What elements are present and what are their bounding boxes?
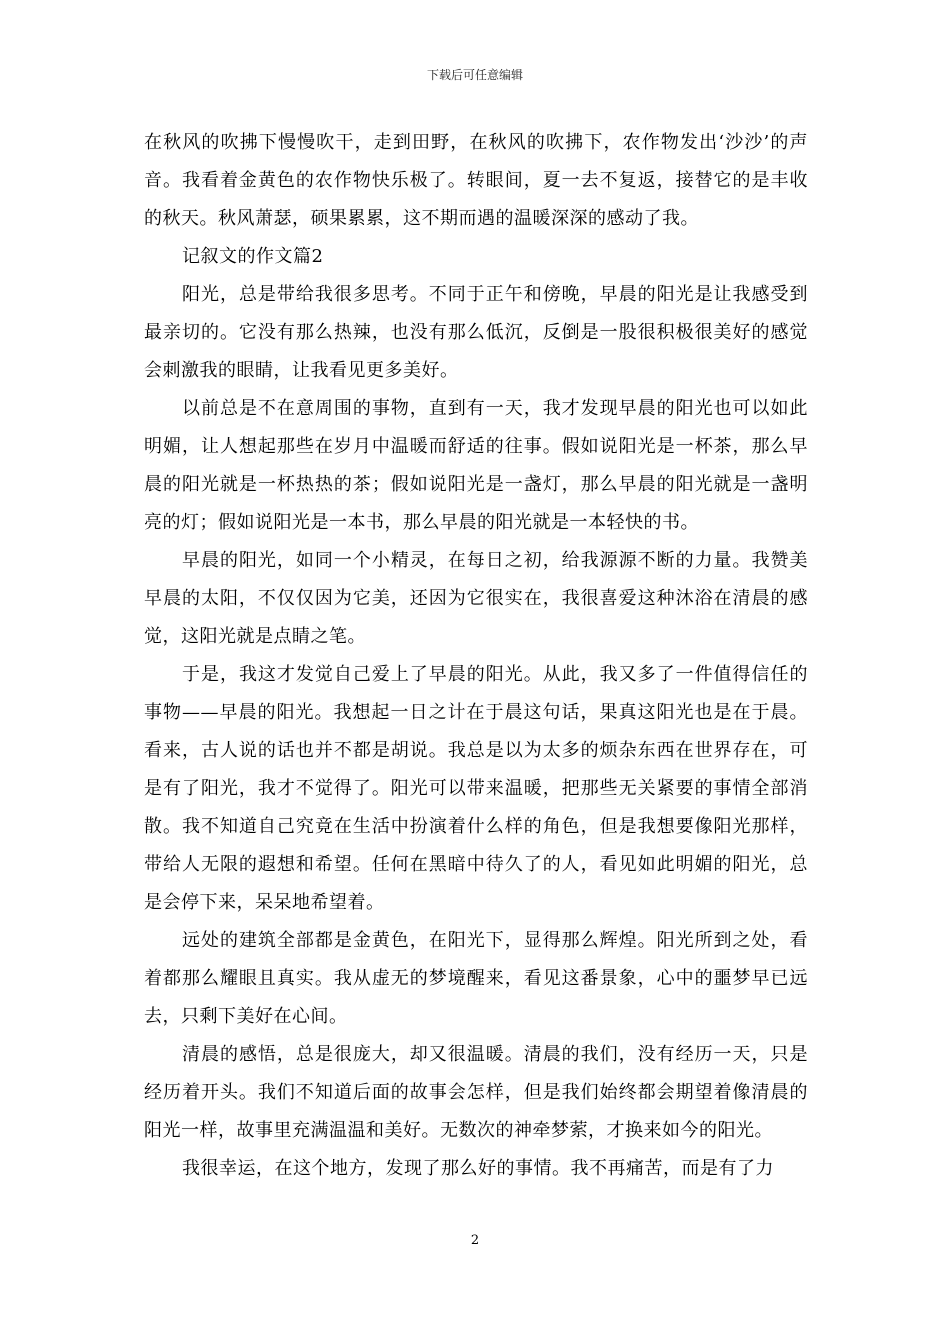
section-heading: 记叙文的作文篇2: [182, 246, 324, 267]
paragraph: 我很幸运，在这个地方，发现了那么好的事情。我不再痛苦，而是有了力: [182, 1158, 774, 1179]
paragraph: 于是，我这才发觉自己爱上了早晨的阳光。从此，我又多了一件值得信任的事物——早晨的阳光。我想起一日之计在于晨这句话，果真这阳光也是在于晨。看来，古人说的话也并不都是胡说。我总是以为太多的烦杂东西在世界存在，可是有了阳光，我才不觉得了。阳光可以带来温暖，把那些无关紧要的事情全部消散。我不知道自己究竟在生活中扮演着什么样的角色，但是我想要像阳光那样，带给人无限的遐想和希望。任何在黑暗中待久了的人，看见如此明媚的阳光，总是会停下来，呆呆地希望着。: [144, 664, 808, 913]
paragraph: 阳光，总是带给我很多思考。不同于正午和傍晚，早晨的阳光是让我感受到最亲切的。它没有那么热辣，也没有那么低沉，反倒是一股很积极很美好的感觉会刺激我的眼睛，让我看见更多美好。: [144, 284, 808, 381]
paragraph: 清晨的感悟，总是很庞大，却又很温暖。清晨的我们，没有经历一天，只是经历着开头。我们不知道后面的故事会怎样，但是我们始终都会期望着像清晨的阳光一样，故事里充满温温和美好。无数次的神牵梦萦，才换来如今的阳光。: [144, 1044, 808, 1141]
page-header: 下载后可任意编辑: [426, 68, 523, 82]
paragraph: 以前总是不在意周围的事物，直到有一天，我才发现早晨的阳光也可以如此明媚，让人想起那些在岁月中温暖而舒适的往事。假如说阳光是一杯茶，那么早晨的阳光就是一杯热热的茶；假如说阳光是一盏灯，那么早晨的阳光就是一盏明亮的灯；假如说阳光是一本书，那么早晨的阳光就是一本轻快的书。: [144, 398, 808, 533]
document-body: [144, 124, 808, 1188]
paragraph: 远处的建筑全部都是金黄色，在阳光下，显得那么辉煌。阳光所到之处，看着都那么耀眼且真实。我从虚无的梦境醒来，看见这番景象，心中的噩梦早已远去，只剩下美好在心间。: [144, 930, 808, 1027]
page-number: 2: [470, 1233, 480, 1248]
paragraph: 早晨的阳光，如同一个小精灵，在每日之初，给我源源不断的力量。我赞美早晨的太阳，不仅仅因为它美，还因为它很实在，我很喜爱这种沐浴在清晨的感觉，这阳光就是点睛之笔。: [144, 550, 808, 647]
paragraph: 在秋风的吹拂下慢慢吹干，走到田野，在秋风的吹拂下，农作物发出‘沙沙’的声音。我看着金黄色的农作物快乐极了。转眼间，夏一去不复返，接替它的是丰收的秋天。秋风萧瑟，硕果累累，这不期而遇的温暖深深的感动了我。: [144, 132, 808, 229]
